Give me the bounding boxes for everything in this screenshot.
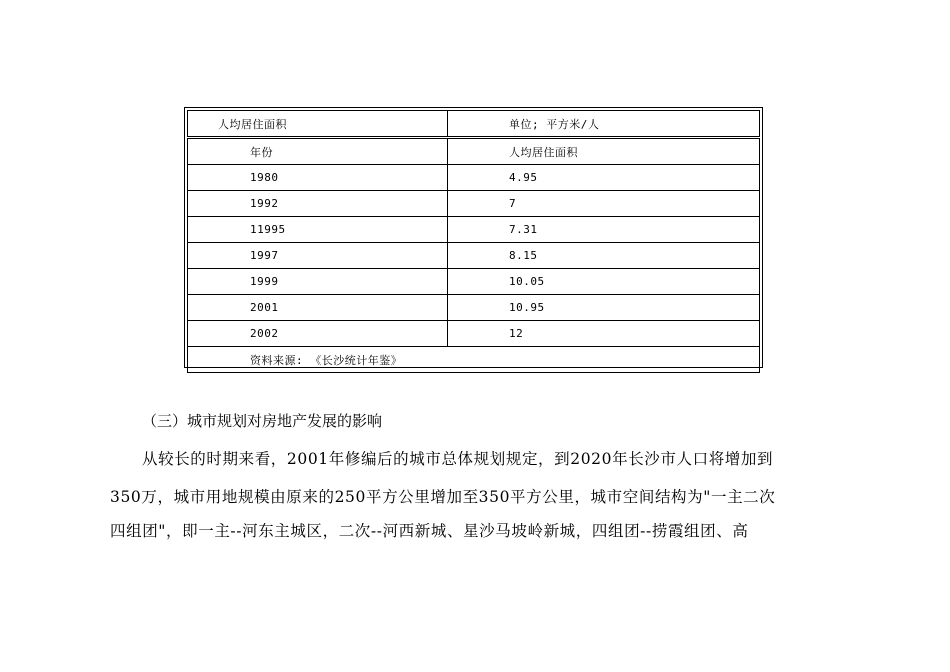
table-unit: 单位; 平方米/人	[448, 111, 760, 138]
value-cell: 4.95	[448, 165, 760, 191]
data-source-note: 资料来源: 《长沙统计年鉴》	[188, 347, 760, 373]
paragraph-line: 四组团"，即一主--河东主城区，二次--河西新城、星沙马坡岭新城，四组团--捞霞组团、高	[110, 522, 749, 540]
source-row	[188, 347, 760, 373]
statistics-table-frame	[184, 107, 763, 368]
paragraph-line: 从较长的时期来看，2001年修编后的城市总体规划规定，到2020年长沙市人口将增加到	[142, 450, 774, 468]
year-cell: 1999	[188, 269, 448, 295]
value-cell: 12	[448, 321, 760, 347]
table-header-row	[188, 111, 760, 138]
table-row	[188, 269, 760, 295]
table-row	[188, 217, 760, 243]
year-cell: 2001	[188, 295, 448, 321]
table-row	[188, 191, 760, 217]
paragraph-line: 350万，城市用地规模由原来的250平方公里增加至350平方公里，城市空间结构为"一主二次	[110, 488, 776, 506]
column-header-row	[188, 138, 760, 165]
year-cell: 1997	[188, 243, 448, 269]
year-cell: 11995	[188, 217, 448, 243]
value-cell: 10.05	[448, 269, 760, 295]
table-row	[188, 321, 760, 347]
table-row	[188, 295, 760, 321]
year-cell: 1992	[188, 191, 448, 217]
column-header-area: 人均居住面积	[448, 138, 760, 165]
value-cell: 8.15	[448, 243, 760, 269]
table-row	[188, 165, 760, 191]
year-cell: 1980	[188, 165, 448, 191]
year-cell: 2002	[188, 321, 448, 347]
table-title: 人均居住面积	[188, 111, 448, 138]
table-row	[188, 243, 760, 269]
column-header-year: 年份	[188, 138, 448, 165]
value-cell: 10.95	[448, 295, 760, 321]
section-heading: （三）城市规划对房地产发展的影响	[142, 412, 383, 430]
value-cell: 7.31	[448, 217, 760, 243]
value-cell: 7	[448, 191, 760, 217]
housing-area-table	[187, 110, 760, 373]
